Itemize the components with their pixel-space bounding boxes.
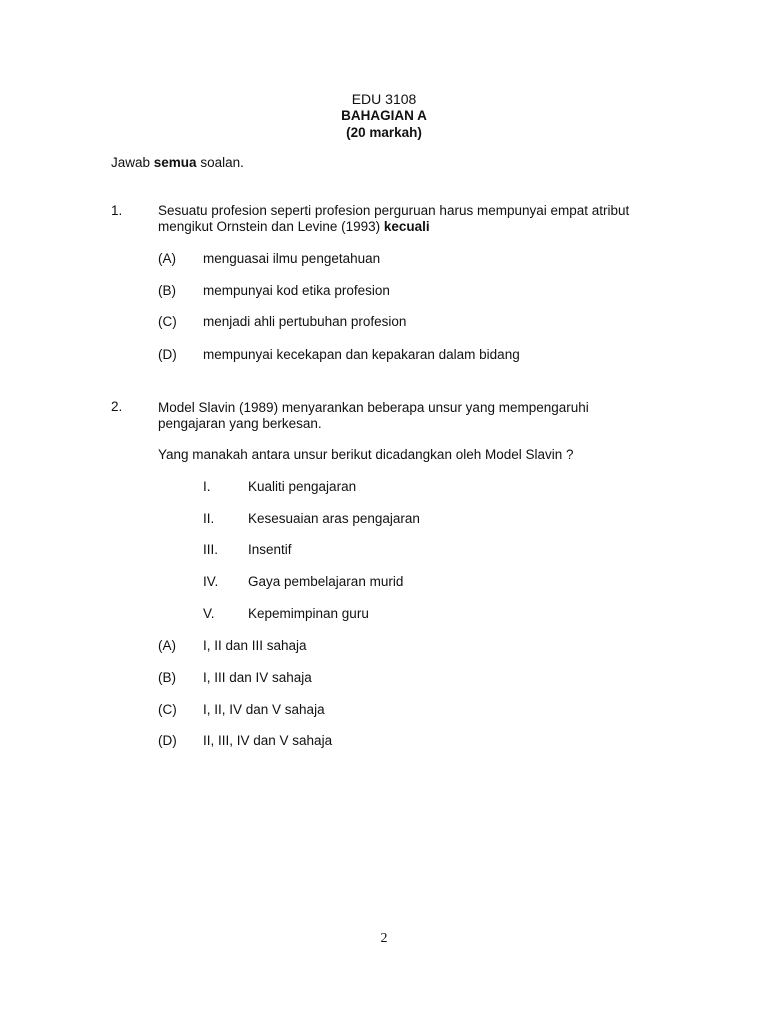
q2-option-text: I, II, IV dan V sahaja — [203, 702, 325, 717]
question-2-line2: pengajaran yang berkesan. — [158, 416, 322, 431]
q2-item-text: Insentif — [248, 542, 292, 557]
question-2-number: 2. — [111, 399, 123, 414]
section-marks: (20 markah) — [346, 125, 422, 140]
q2-option-label: (B) — [158, 670, 176, 685]
q1-option-text: mempunyai kecekapan dan kepakaran dalam bidang — [203, 347, 520, 362]
q2-item-label: II. — [203, 511, 215, 526]
question-1-line1: Sesuatu profesion seperti profesion perguruan harus mempunyai empat atribut — [158, 203, 630, 218]
course-code: EDU 3108 — [351, 91, 417, 107]
q1-option-text: mempunyai kod etika profesion — [203, 283, 390, 298]
q1-option-label: (C) — [158, 314, 177, 329]
q1-option-label: (A) — [158, 251, 176, 266]
question-1-number: 1. — [111, 203, 123, 218]
q2-option-label: (A) — [158, 638, 176, 653]
question-1-line2: mengikut Ornstein dan Levine (1993) kecuali — [158, 219, 430, 234]
q1-option-text: menguasai ilmu pengetahuan — [203, 251, 381, 266]
q2-item-text: Kualiti pengajaran — [248, 479, 357, 494]
q2-item-label: I. — [203, 479, 211, 494]
q2-item-label: IV. — [203, 574, 219, 589]
q2-option-text: II, III, IV dan V sahaja — [203, 733, 333, 748]
q2-item-label: III. — [203, 542, 219, 557]
q2-item-label: V. — [203, 606, 215, 621]
instruction: Jawab semua soalan. — [111, 155, 244, 170]
q2-option-text: I, III dan IV sahaja — [203, 670, 312, 685]
page-number: 2 — [380, 931, 388, 946]
q2-option-text: I, II dan III sahaja — [203, 638, 307, 653]
question-2-line1: Model Slavin (1989) menyarankan beberapa unsur yang mempengaruhi — [158, 400, 589, 415]
q2-item-text: Kesesuaian aras pengajaran — [248, 511, 420, 526]
q2-option-label: (C) — [158, 702, 177, 717]
q2-option-label: (D) — [158, 733, 177, 748]
q1-option-text: menjadi ahli pertubuhan profesion — [203, 314, 407, 329]
section-title: BAHAGIAN A — [341, 108, 427, 123]
q2-item-text: Gaya pembelajaran murid — [248, 574, 404, 589]
question-2-prompt: Yang manakah antara unsur berikut dicadangkan oleh Model Slavin ? — [158, 447, 574, 462]
q2-item-text: Kepemimpinan guru — [248, 606, 369, 621]
q1-option-label: (B) — [158, 283, 176, 298]
q1-option-label: (D) — [158, 347, 177, 362]
